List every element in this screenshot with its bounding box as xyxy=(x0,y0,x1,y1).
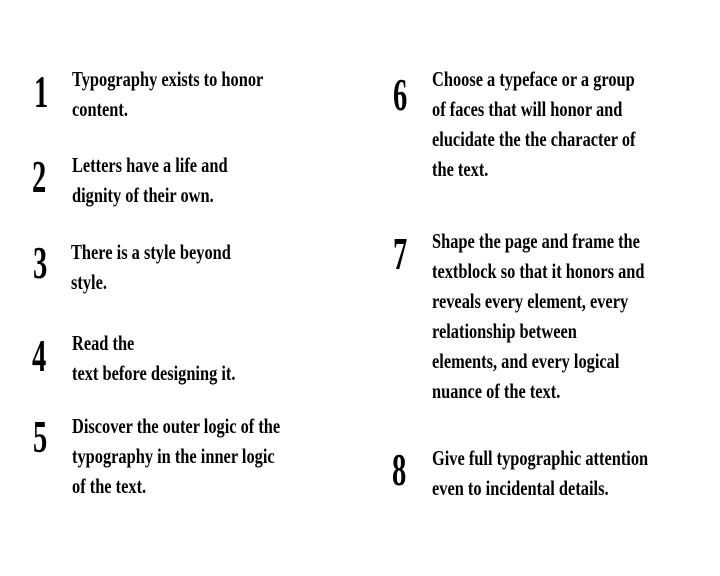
rule-text-line: Discover the outer logic of the xyxy=(72,414,281,438)
rule-text-line: elucidate the the character of xyxy=(432,127,636,151)
rule-text xyxy=(432,443,648,503)
rule-text-line: Choose a typeface or a group xyxy=(432,67,635,91)
rule-text-line: Typography exists to honor xyxy=(72,67,264,91)
rule-number: 6 xyxy=(393,69,408,120)
rule-text-line: Letters have a life and xyxy=(72,153,228,177)
rule-text-line: of the text. xyxy=(72,474,147,498)
rule-number: 8 xyxy=(392,444,407,495)
rule-text-line: elements, and every logical xyxy=(432,349,620,373)
rule-number: 1 xyxy=(34,66,49,117)
rule-text-line: Read the xyxy=(72,331,135,355)
rule-text-line: of faces that will honor and xyxy=(432,97,623,121)
rule-text xyxy=(72,411,280,501)
rule-text-line: reveals every element, every xyxy=(432,289,629,313)
rule-text xyxy=(432,226,645,406)
rule-number: 7 xyxy=(393,228,408,279)
rule-text xyxy=(72,150,228,210)
rule-text xyxy=(71,237,231,297)
rule-text-line: text before designing it. xyxy=(72,361,236,385)
rule-text xyxy=(72,64,263,124)
rule-text-line: content. xyxy=(72,97,128,121)
rule-number: 4 xyxy=(32,330,47,381)
rule-text-line: nuance of the text. xyxy=(432,379,561,403)
rule-number: 5 xyxy=(33,411,48,462)
rule-text-line: dignity of their own. xyxy=(72,183,214,207)
rule-number: 2 xyxy=(32,151,47,202)
rule-text-line: relationship between xyxy=(432,319,577,343)
rule-text-line: the text. xyxy=(432,157,489,181)
rule-text-line: textblock so that it honors and xyxy=(432,259,645,283)
rule-text-line: There is a style beyond xyxy=(71,240,231,264)
rule-text-line: Shape the page and frame the xyxy=(432,229,640,253)
rule-number: 3 xyxy=(33,237,48,288)
rule-text xyxy=(432,64,635,184)
rule-text-line: style. xyxy=(71,270,107,294)
rule-text xyxy=(72,328,235,388)
rule-text-line: Give full typographic attention xyxy=(432,446,649,470)
rule-text-line: even to incidental details. xyxy=(432,476,609,500)
rule-text-line: typography in the inner logic xyxy=(72,444,275,468)
